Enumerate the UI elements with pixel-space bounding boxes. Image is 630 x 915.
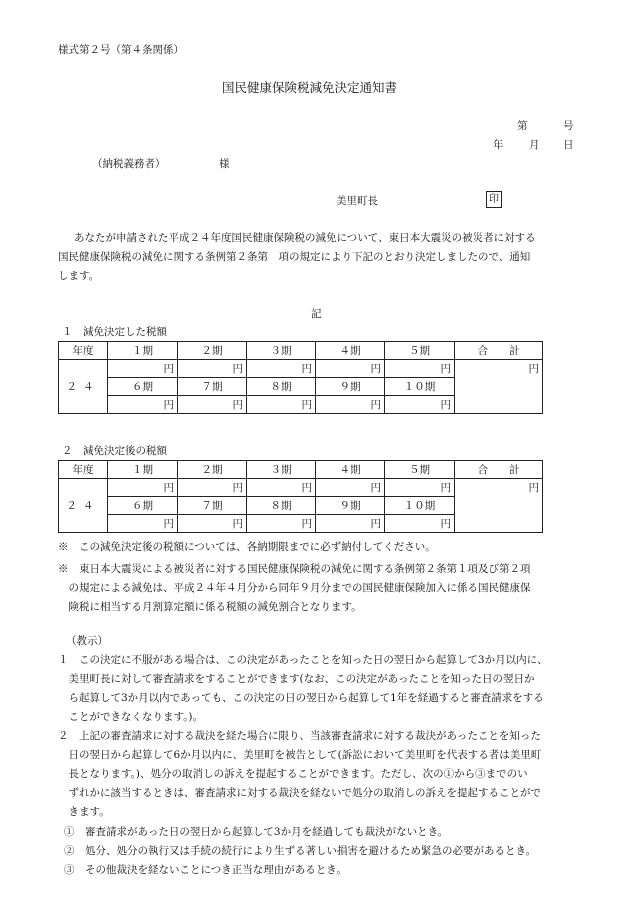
header-cell: ３期 xyxy=(247,461,316,479)
doc-number-go: 号 xyxy=(563,120,574,132)
yen-cell: 円 xyxy=(385,360,455,378)
period-cell: ７期 xyxy=(178,497,247,515)
yen-cell: 円 xyxy=(108,515,178,533)
period-cell: ７期 xyxy=(178,378,247,396)
instruction-2 xyxy=(58,727,541,822)
yen-cell: 円 xyxy=(385,515,455,533)
instruction-line: 長となります。)、処分の取消しの訴えを提起することができます。ただし、次の①から③までのい xyxy=(58,768,528,780)
period-cell: ８期 xyxy=(247,497,316,515)
body-line: あなたが申請された平成２４年度国民健康保険税の減免について、東日本大震災の被災者に対する xyxy=(74,232,536,244)
conditions-list xyxy=(64,823,536,880)
header-cell: 年度 xyxy=(59,461,108,479)
yen-cell: 円 xyxy=(316,360,385,378)
header-cell: 年度 xyxy=(59,342,108,360)
total-cell: 円 xyxy=(455,360,543,414)
yen-cell: 円 xyxy=(316,396,385,414)
header-cell: ４期 xyxy=(316,461,385,479)
yen-cell: 円 xyxy=(108,360,178,378)
total-cell: 円 xyxy=(455,479,543,533)
section1-title: １ 減免決定した税額 xyxy=(62,326,167,338)
period-cell: １０期 xyxy=(385,497,455,515)
header-cell: 合 計 xyxy=(455,461,543,479)
header-cell: １期 xyxy=(108,342,178,360)
body-paragraph xyxy=(58,229,536,286)
document-title: 国民健康保険税減免決定通知書 xyxy=(222,80,398,95)
instruction-1 xyxy=(58,651,548,727)
doc-number-dai: 第 xyxy=(517,120,528,132)
yen-cell: 円 xyxy=(385,396,455,414)
form-id: 様式第２号（第４条関係） xyxy=(58,44,184,56)
header-cell: ２期 xyxy=(178,342,247,360)
instruction-line: ずれかに該当するときは、審査請求に対する裁決を経ないで処分の取消しの訴えを提起することがで xyxy=(58,787,541,799)
note-line: 険税に相当する月割算定額に係る税額の減免割合となります。 xyxy=(58,601,362,613)
yen-cell: 円 xyxy=(178,360,247,378)
yen-cell: 円 xyxy=(247,515,316,533)
period-cell: ９期 xyxy=(316,497,385,515)
instruction-line: 美里町長に対して審査請求をすることができます(なお、この決定があったことを知った日の翌日か xyxy=(58,673,535,685)
addressee-label: （納税義務者） xyxy=(92,158,166,170)
post-reduction-amount-table xyxy=(58,460,543,533)
yen-cell: 円 xyxy=(178,396,247,414)
period-cell: ９期 xyxy=(316,378,385,396)
instruction-line: １ この決定に不服がある場合は、この決定があったことを知った日の翌日から起算して3か月以内に、 xyxy=(58,654,548,666)
period-cell: ６期 xyxy=(108,497,178,515)
fiscal-year-cell: ２４ xyxy=(59,479,108,533)
note-line: の規定による減免は、平成２４年４月分から同年９月分までの国民健康保険加入に係る国民健康保 xyxy=(58,582,531,594)
period-cell: ８期 xyxy=(247,378,316,396)
yen-cell: 円 xyxy=(385,479,455,497)
instruction-line: ２ 上記の審査請求に対する裁決を経た場合に限り、当該審査請求に対する裁決があったことを知った xyxy=(58,730,541,742)
date-day: 日 xyxy=(563,139,574,151)
instruction-line: 日の翌日から起算して6か月以内に、美里町を被告として(訴訟において美里町を代表する者は美里町 xyxy=(58,749,542,761)
header-cell: ５期 xyxy=(385,461,455,479)
note-line: ※ この減免決定後の税額については、各納期限までに必ず納付してください。 xyxy=(58,541,436,553)
issuer-label: 美里町長 xyxy=(336,195,378,207)
note-line: ※ 東日本大震災による被災者に対する国民健康保険税の減免に関する条例第２条第１項及び第２項 xyxy=(58,563,531,575)
yen-cell: 円 xyxy=(247,396,316,414)
seal-mark: 印 xyxy=(486,191,502,208)
header-cell: ４期 xyxy=(316,342,385,360)
header-cell: ２期 xyxy=(178,461,247,479)
instruction-line: ことができなくなります。)。 xyxy=(58,711,204,723)
reduction-amount-table xyxy=(58,341,543,414)
yen-cell: 円 xyxy=(108,479,178,497)
body-line: 国民健康保険税の減免に関する条例第２条第 項の規定により下記のとおり決定しましたので、通知 xyxy=(58,251,531,263)
addressee-sama: 様 xyxy=(219,158,230,170)
condition-item: ② 処分、処分の執行又は手続の続行により生ずる著しい損害を避けるため緊急の必要があるとき。 xyxy=(64,845,537,857)
condition-item: ③ その他裁決を経ないことにつき正当な理由があるとき。 xyxy=(64,864,347,876)
instruction-label: （教示） xyxy=(66,635,108,647)
header-cell: 合 計 xyxy=(455,342,543,360)
body-line: します。 xyxy=(58,270,100,282)
ki-heading: 記 xyxy=(311,308,322,320)
condition-item: ① 審査請求があった日の翌日から起算して3か月を経過しても裁決がないとき。 xyxy=(64,826,449,838)
table-row xyxy=(59,479,543,497)
notes xyxy=(58,538,531,617)
period-cell: ６期 xyxy=(108,378,178,396)
yen-cell: 円 xyxy=(247,479,316,497)
fiscal-year-cell: ２４ xyxy=(59,360,108,414)
yen-cell: 円 xyxy=(316,515,385,533)
yen-cell: 円 xyxy=(178,515,247,533)
yen-cell: 円 xyxy=(247,360,316,378)
yen-cell: 円 xyxy=(178,479,247,497)
table-header-row xyxy=(59,461,543,479)
header-cell: ５期 xyxy=(385,342,455,360)
instruction-line: きます。 xyxy=(58,806,110,818)
yen-cell: 円 xyxy=(316,479,385,497)
period-cell: １０期 xyxy=(385,378,455,396)
date-month: 月 xyxy=(529,139,540,151)
header-cell: １期 xyxy=(108,461,178,479)
section2-title: ２ 減免決定後の税額 xyxy=(62,445,167,457)
header-cell: ３期 xyxy=(247,342,316,360)
table-row xyxy=(59,360,543,378)
date-year: 年 xyxy=(493,139,504,151)
yen-cell: 円 xyxy=(108,396,178,414)
table-header-row xyxy=(59,342,543,360)
instruction-line: ら起算して3か月以内であっても、この決定の日の翌日から起算して1年を経過すると審査請求をする xyxy=(58,692,544,704)
